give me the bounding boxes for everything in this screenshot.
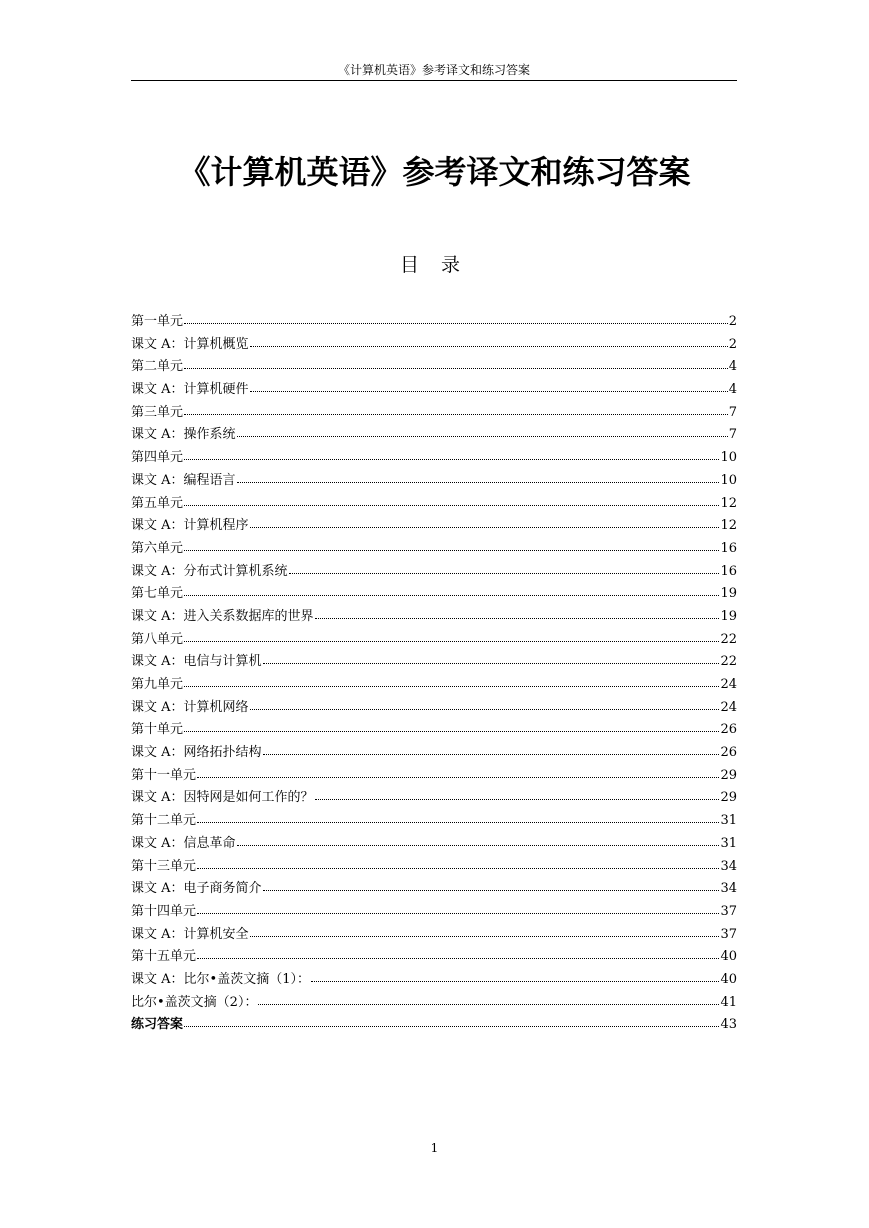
toc-entry-page: 12 xyxy=(720,518,737,534)
toc-entry-page: 26 xyxy=(720,745,737,761)
toc-entry-label: 课文 A：网络拓扑结构 xyxy=(131,745,262,761)
toc-entry[interactable] xyxy=(131,606,737,629)
toc-entry-page: 10 xyxy=(720,450,737,466)
toc-entry-page: 16 xyxy=(720,540,737,556)
toc-entry-page: 43 xyxy=(720,1017,737,1033)
toc-leader-dots xyxy=(184,730,719,732)
toc-entry[interactable] xyxy=(131,356,737,379)
toc-entry[interactable] xyxy=(131,810,737,833)
toc-entry[interactable] xyxy=(131,992,737,1015)
toc-leader-dots xyxy=(197,912,719,914)
page-number: 1 xyxy=(430,1141,439,1155)
toc-entry[interactable] xyxy=(131,969,737,992)
toc-entry[interactable] xyxy=(131,878,737,901)
toc-leader-dots xyxy=(263,662,720,664)
toc-leader-dots xyxy=(184,685,719,687)
toc-entry[interactable] xyxy=(131,379,737,402)
toc-leader-dots xyxy=(184,322,728,324)
toc-entry-label: 课文 A：电信与计算机 xyxy=(131,654,262,670)
toc-leader-dots xyxy=(184,1025,719,1027)
toc-entry-page: 2 xyxy=(728,336,737,352)
toc-entry-page: 29 xyxy=(720,767,737,783)
toc-entry[interactable] xyxy=(131,493,737,516)
toc-entry-page: 37 xyxy=(720,903,737,919)
toc-entry-label: 第七单元 xyxy=(131,586,184,602)
toc-entry[interactable] xyxy=(131,447,737,470)
toc-entry[interactable] xyxy=(131,674,737,697)
toc-entry-label: 第十五单元 xyxy=(131,949,197,965)
toc-entry-label: 第十三单元 xyxy=(131,858,197,874)
toc-entry[interactable] xyxy=(131,651,737,674)
toc-entry[interactable] xyxy=(131,629,737,652)
header-rule xyxy=(131,80,737,81)
toc-leader-dots xyxy=(250,708,720,710)
toc-entry-page: 16 xyxy=(720,563,737,579)
toc-entry[interactable] xyxy=(131,901,737,924)
toc-entry-label: 第六单元 xyxy=(131,540,184,556)
toc-entry[interactable] xyxy=(131,856,737,879)
toc-leader-dots xyxy=(197,957,719,959)
toc-entry-page: 31 xyxy=(720,813,737,829)
toc-entry-label: 课文 A：比尔•盖茨文摘（1）： xyxy=(131,971,310,987)
toc-entry-label: 课文 A：因特网是如何工作的？ xyxy=(131,790,314,806)
toc-entry-label: 课文 A：信息革命 xyxy=(131,835,236,851)
toc-leader-dots xyxy=(184,458,719,460)
toc-leader-dots xyxy=(184,640,719,642)
toc-entry[interactable] xyxy=(131,561,737,584)
toc-entry-label: 课文 A：计算机网络 xyxy=(131,699,249,715)
toc-entry[interactable] xyxy=(131,697,737,720)
toc-entry[interactable] xyxy=(131,924,737,947)
toc-entry[interactable] xyxy=(131,311,737,334)
toc-entry[interactable] xyxy=(131,334,737,357)
toc-entry-label: 课文 A：编程语言 xyxy=(131,472,236,488)
toc-entry-label: 练习答案 xyxy=(131,1017,184,1033)
toc-entry-page: 2 xyxy=(728,314,737,329)
toc-leader-dots xyxy=(250,935,720,937)
running-header: 《计算机英语》参考译文和练习答案 xyxy=(337,63,530,77)
toc-entry-page: 40 xyxy=(720,949,737,965)
toc-entry-page: 24 xyxy=(720,677,737,692)
toc-entry-page: 12 xyxy=(720,495,737,511)
toc-leader-dots xyxy=(184,504,719,506)
toc-entry-label: 第四单元 xyxy=(131,450,184,466)
toc-entry-page: 24 xyxy=(720,699,737,715)
toc-entry-label: 课文 A：计算机程序 xyxy=(131,518,249,534)
toc-entry-label: 第十二单元 xyxy=(131,813,197,829)
toc-entry-page: 7 xyxy=(728,404,737,420)
toc-entry-label: 第八单元 xyxy=(131,631,184,647)
toc-leader-dots xyxy=(250,526,720,528)
toc-entry[interactable] xyxy=(131,538,737,561)
toc-leader-dots xyxy=(258,1003,719,1005)
toc-leader-dots xyxy=(311,980,719,982)
toc-leader-dots xyxy=(263,753,720,755)
toc-leader-dots xyxy=(250,390,728,392)
toc-entry-page: 4 xyxy=(728,382,737,398)
toc-entry-label: 课文 A：操作系统 xyxy=(131,427,236,443)
table-of-contents xyxy=(131,311,737,1037)
toc-entry[interactable] xyxy=(131,742,737,765)
toc-entry-label: 课文 A：进入关系数据库的世界 xyxy=(131,608,314,624)
toc-leader-dots xyxy=(237,435,728,437)
toc-entry-label: 课文 A：计算机安全 xyxy=(131,926,249,942)
toc-entry-label: 第九单元 xyxy=(131,677,184,692)
toc-entry-label: 比尔•盖茨文摘（2）： xyxy=(131,994,258,1010)
toc-leader-dots xyxy=(184,549,719,551)
toc-leader-dots xyxy=(197,776,719,778)
toc-entry[interactable] xyxy=(131,765,737,788)
toc-entry[interactable] xyxy=(131,946,737,969)
toc-entry-page: 40 xyxy=(720,971,737,987)
toc-entry-label: 课文 A：计算机概览 xyxy=(131,336,249,352)
toc-entry[interactable] xyxy=(131,1014,737,1037)
toc-leader-dots xyxy=(197,821,719,823)
toc-entry-label: 课文 A：电子商务简介 xyxy=(131,881,262,897)
toc-entry-page: 26 xyxy=(720,722,737,738)
toc-entry-page: 4 xyxy=(728,359,737,375)
toc-leader-dots xyxy=(237,844,720,846)
toc-entry-page: 37 xyxy=(720,926,737,942)
toc-entry[interactable] xyxy=(131,470,737,493)
toc-leader-dots xyxy=(184,594,719,596)
toc-leader-dots xyxy=(184,367,728,369)
toc-entry-label: 课文 A：计算机硬件 xyxy=(131,382,249,398)
toc-entry-label: 第十四单元 xyxy=(131,903,197,919)
toc-leader-dots xyxy=(263,889,720,891)
toc-leader-dots xyxy=(184,413,728,415)
document-title: 《计算机英语》参考译文和练习答案 xyxy=(178,153,691,191)
toc-entry-page: 7 xyxy=(728,427,737,443)
toc-entry-label: 课文 A：分布式计算机系统 xyxy=(131,563,288,579)
toc-entry-label: 第五单元 xyxy=(131,495,184,511)
toc-entry[interactable] xyxy=(131,719,737,742)
toc-entry-label: 第十单元 xyxy=(131,722,184,738)
toc-entry-label: 第一单元 xyxy=(131,314,184,329)
toc-entry-page: 19 xyxy=(720,586,737,602)
toc-entry[interactable] xyxy=(131,833,737,856)
toc-entry-page: 19 xyxy=(720,608,737,624)
toc-entry[interactable] xyxy=(131,787,737,810)
toc-entry-page: 41 xyxy=(720,994,737,1010)
toc-entry[interactable] xyxy=(131,583,737,606)
toc-leader-dots xyxy=(289,572,720,574)
toc-entry-page: 22 xyxy=(720,654,737,670)
toc-heading: 目 录 xyxy=(399,254,469,276)
toc-entry[interactable] xyxy=(131,424,737,447)
toc-entry-page: 31 xyxy=(720,835,737,851)
toc-entry-page: 34 xyxy=(720,858,737,874)
toc-entry-page: 29 xyxy=(720,790,737,806)
toc-leader-dots xyxy=(237,481,720,483)
toc-entry-label: 第二单元 xyxy=(131,359,184,375)
toc-entry-page: 34 xyxy=(720,881,737,897)
toc-leader-dots xyxy=(315,617,720,619)
toc-leader-dots xyxy=(250,345,728,347)
toc-entry-label: 第十一单元 xyxy=(131,767,197,783)
toc-leader-dots xyxy=(315,798,720,800)
toc-leader-dots xyxy=(197,867,719,869)
toc-entry[interactable] xyxy=(131,402,737,425)
toc-entry-page: 22 xyxy=(720,631,737,647)
toc-entry[interactable] xyxy=(131,515,737,538)
toc-entry-page: 10 xyxy=(720,472,737,488)
toc-entry-label: 第三单元 xyxy=(131,404,184,420)
